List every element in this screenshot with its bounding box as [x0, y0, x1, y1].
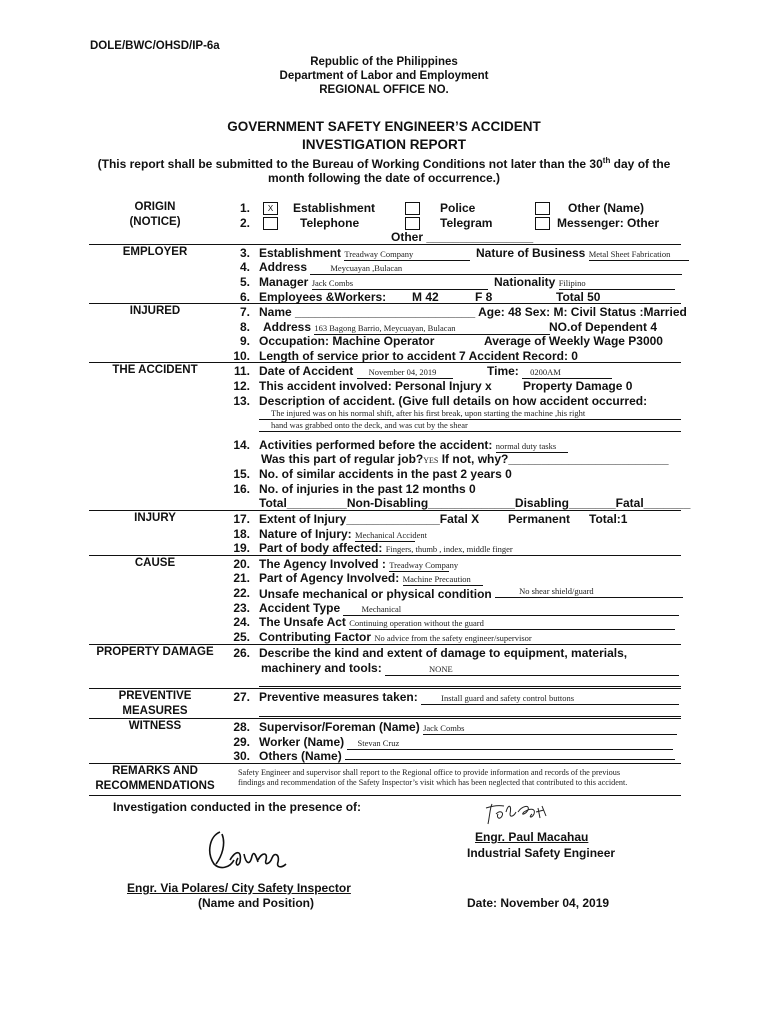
form-code: DOLE/BWC/OHSD/IP-6a [90, 40, 220, 52]
item-number: 10. [233, 349, 250, 363]
value-supervisor[interactable]: Jack Combs [423, 723, 677, 735]
blank-line [259, 686, 681, 687]
field-damage-tools: machinery and tools: NONE [261, 661, 679, 676]
report-subtitle: INVESTIGATION REPORT [301, 137, 466, 152]
value-worker[interactable]: Stevan Cruz [347, 738, 673, 750]
divider-employer [89, 244, 681, 245]
checkbox-police[interactable] [405, 202, 420, 215]
header-regional: REGIONAL OFFICE NO. [319, 84, 449, 96]
cat-remarks: REMARKS AND [112, 765, 198, 777]
value-activities[interactable]: normal duty tasks [496, 441, 568, 453]
inspector-name: Engr. Via Polares/ City Safety Inspector [127, 881, 351, 895]
blank-line [259, 716, 681, 717]
cat-cause: CAUSE [134, 557, 176, 569]
field-accident-type: Accident Type Mechanical [259, 601, 679, 616]
checkbox-telegram[interactable] [405, 217, 420, 230]
item-number: 2. [239, 216, 250, 230]
item-number: 13. [233, 394, 250, 408]
field-address: Address Meycuayan ,Bulacan [259, 260, 682, 275]
item-number: 25. [233, 630, 250, 644]
remarks-line-2: findings and recommendation of the Safety Inspector’s visit which has been neglected that contributed to this accident. [238, 778, 628, 787]
cat-notice: (NOTICE) [129, 216, 181, 228]
inspector-signature [200, 824, 290, 874]
value-regular-job[interactable]: YES [423, 456, 439, 465]
field-nationality: Nationality Filipino [494, 275, 675, 290]
item-number: 15. [233, 467, 250, 481]
item-number: 3. [239, 246, 250, 260]
item-number: 23. [233, 601, 250, 615]
item-number: 4. [239, 260, 250, 274]
value-nature-business[interactable]: Metal Sheet Fabrication [589, 249, 689, 261]
item-number: 22. [233, 586, 250, 600]
field-damage-description: Describe the kind and extent of damage to equipment, materials, [259, 646, 628, 660]
label-police: Police [440, 201, 476, 215]
value-description-1[interactable]: The injured was on his normal shift, after his first break, upon starting the machine ,his right [259, 408, 681, 420]
item-number: 14. [233, 438, 250, 452]
checkbox-messenger[interactable] [535, 217, 550, 230]
field-injuries-count: No. of injuries in the past 12 months 0 [259, 482, 476, 496]
divider-remarks [89, 763, 681, 764]
cat-witness: WITNESS [128, 720, 182, 732]
field-injured-name: Name ___________________________ Age: 48 Sex: M: Civil Status :Married [259, 305, 687, 319]
cat-measures: MEASURES [122, 705, 188, 717]
report-date: Date: November 04, 2019 [467, 896, 610, 910]
label-other: Other ________________ [391, 230, 534, 244]
field-contributing-factor: Contributing Factor No advice from the safety engineer/supervisor [259, 630, 680, 645]
field-body-part: Part of body affected: Fingers, thumb , index, middle finger [259, 541, 532, 556]
value-male: M 42 [412, 290, 439, 304]
value-establishment[interactable]: Treadway Company [344, 249, 470, 261]
item-number: 28. [233, 720, 250, 734]
cat-injury: INJURY [134, 512, 176, 524]
value-accident-type[interactable]: Mechanical [343, 604, 679, 616]
item-number: 17. [233, 512, 250, 526]
field-property-damage: Property Damage 0 [523, 379, 633, 393]
item-number: 24. [233, 615, 250, 629]
cat-employer: EMPLOYER [122, 246, 188, 258]
label-employees: Employees &Workers: [259, 290, 387, 304]
item-number: 29. [233, 735, 250, 749]
value-damage[interactable]: NONE [385, 664, 679, 676]
label-telegram: Telegram [440, 216, 493, 230]
cat-accident: THE ACCIDENT [112, 364, 198, 376]
cat-recommendations: RECOMMENDATIONS [95, 780, 215, 792]
item-number: 19. [233, 541, 250, 555]
item-number: 9. [239, 334, 250, 348]
value-date-accident[interactable]: November 04, 2019 [357, 367, 453, 379]
field-time: Time: 0200AM [487, 364, 612, 379]
value-dependents: NO.of Dependent 4 [549, 320, 658, 334]
value-unsafe-act[interactable]: Continuing operation without the guard [349, 618, 675, 630]
header-republic: Republic of the Philippines [310, 56, 458, 68]
field-nature-business: Nature of Business Metal Sheet Fabrication [476, 246, 689, 261]
field-supervisor: Supervisor/Foreman (Name) Jack Combs [259, 720, 677, 735]
value-manager[interactable]: Jack Combs [312, 278, 488, 290]
divider-witness [89, 718, 681, 719]
label-permanent: Permanent [508, 512, 571, 526]
header-department: Department of Labor and Employment [279, 70, 489, 82]
field-injury-totals: Total_________Non-Disabling_____________Disabling_______Fatal_______ [259, 496, 691, 510]
submission-note-2: month following the date of occurrence.) [267, 171, 500, 185]
field-part-agency: Part of Agency Involved: Machine Precaution [259, 571, 483, 586]
value-time[interactable]: 0200AM [522, 367, 612, 379]
cat-injured: INJURED [129, 305, 181, 317]
checkbox-other-name[interactable] [535, 202, 550, 215]
value-unsafe-condition[interactable]: No shear shield/guard [495, 586, 683, 598]
item-number: 12. [233, 379, 250, 393]
item-number: 8. [239, 320, 250, 334]
divider-footer [89, 795, 681, 796]
value-total: Total 50 [556, 290, 601, 304]
label-other-name: Other (Name) [568, 201, 645, 215]
remarks-line-1: Safety Engineer and supervisor shall report to the Regional office to provide information and records of the previous [238, 768, 621, 777]
field-weekly-wage: Average of Weekly Wage P3000 [484, 334, 663, 348]
item-number: 18. [233, 527, 250, 541]
value-injured-address[interactable]: 163 Bagong Barrio, Meycuayan, Bulacan [314, 323, 550, 335]
field-nature-injury: Nature of Injury: Mechanical Accident [259, 527, 427, 541]
field-date-accident: Date of Accident November 04, 2019 [259, 364, 453, 379]
value-contributing-factor[interactable]: No advice from the safety engineer/supervisor [374, 633, 680, 645]
item-number: 26. [233, 646, 250, 660]
value-nationality[interactable]: Filipino [559, 278, 675, 290]
submission-note: (This report shall be submitted to the Bureau of Working Conditions not later than the 30th day of the [97, 156, 671, 171]
divider-injury [89, 510, 681, 511]
field-length-service: Length of service prior to accident 7 Accident Record: 0 [259, 349, 578, 363]
field-description-label: Description of accident. (Give full details on how accident occurred: [259, 394, 648, 408]
item-number: 1. [239, 201, 250, 215]
field-establishment: Establishment Treadway Company [259, 246, 470, 261]
item-number: 27. [233, 690, 250, 704]
inspector-subtitle: (Name and Position) [198, 896, 315, 910]
cat-preventive: PREVENTIVE [118, 690, 192, 702]
field-extent-injury: Extent of Injury______________Fatal X [259, 512, 480, 526]
item-number: 7. [239, 305, 250, 319]
field-agency: The Agency Involved : Treadway Company [259, 557, 459, 571]
field-activities: Activities performed before the accident: normal duty tasks [259, 438, 568, 453]
field-worker: Worker (Name) Stevan Cruz [259, 735, 673, 750]
value-injury-total: Total:1 [589, 512, 628, 526]
value-nature-injury[interactable]: Mechanical Accident [355, 530, 427, 540]
item-number: 21. [233, 571, 250, 585]
value-preventive[interactable]: Install guard and safety control buttons [421, 693, 679, 705]
value-body-part[interactable]: Fingers, thumb , index, middle finger [386, 544, 532, 556]
engineer-title: Industrial Safety Engineer [467, 846, 616, 860]
item-number: 30. [233, 749, 250, 763]
label-messenger: Messenger: Other [557, 216, 660, 230]
checkbox-telephone[interactable] [263, 217, 278, 230]
item-number: 5. [239, 275, 250, 289]
field-preventive: Preventive measures taken: Install guard and safety control buttons [259, 690, 679, 705]
item-number: 16. [233, 482, 250, 496]
presence-label: Investigation conducted in the presence of: [113, 800, 362, 814]
cat-property-damage: PROPERTY DAMAGE [96, 646, 214, 658]
field-accident-involved: This accident involved: Personal Injury x [259, 379, 492, 393]
field-unsafe-act: The Unsafe Act Continuing operation without the guard [259, 615, 675, 630]
value-description-2[interactable]: hand was grabbed onto the deck, and was cut by the shear [259, 420, 681, 432]
value-address[interactable]: Meycuayan ,Bulacan [310, 263, 682, 275]
item-number: 11. [233, 364, 250, 378]
value-part-agency[interactable]: Machine Precaution [403, 574, 483, 586]
report-title: GOVERNMENT SAFETY ENGINEER’S ACCIDENT [227, 119, 541, 134]
field-occupation: Occupation: Machine Operator [259, 334, 435, 348]
field-regular-job: Was this part of regular job?YES If not, why?________________________ [261, 452, 669, 466]
engineer-name: Engr. Paul Macahau [475, 830, 589, 844]
field-similar-accidents: No. of similar accidents in the past 2 years 0 [259, 467, 512, 481]
cat-origin: ORIGIN [134, 201, 176, 213]
item-number: 6. [239, 290, 250, 304]
value-female: F 8 [475, 290, 493, 304]
checkbox-establishment[interactable]: X [263, 202, 278, 215]
value-others[interactable] [345, 749, 675, 760]
field-others: Others (Name) [259, 749, 675, 763]
item-number: 20. [233, 557, 250, 571]
label-establishment: Establishment [293, 201, 376, 215]
label-telephone: Telephone [300, 216, 360, 230]
engineer-signature [482, 800, 554, 830]
field-unsafe-condition: Unsafe mechanical or physical condition No shear shield/guard [259, 586, 683, 601]
divider-preventive [89, 688, 681, 689]
field-injured-address: Address 163 Bagong Barrio, Meycuayan, Bulacan [263, 320, 550, 335]
field-manager: Manager Jack Combs [259, 275, 488, 290]
value-agency[interactable]: Treadway Company [389, 560, 459, 570]
